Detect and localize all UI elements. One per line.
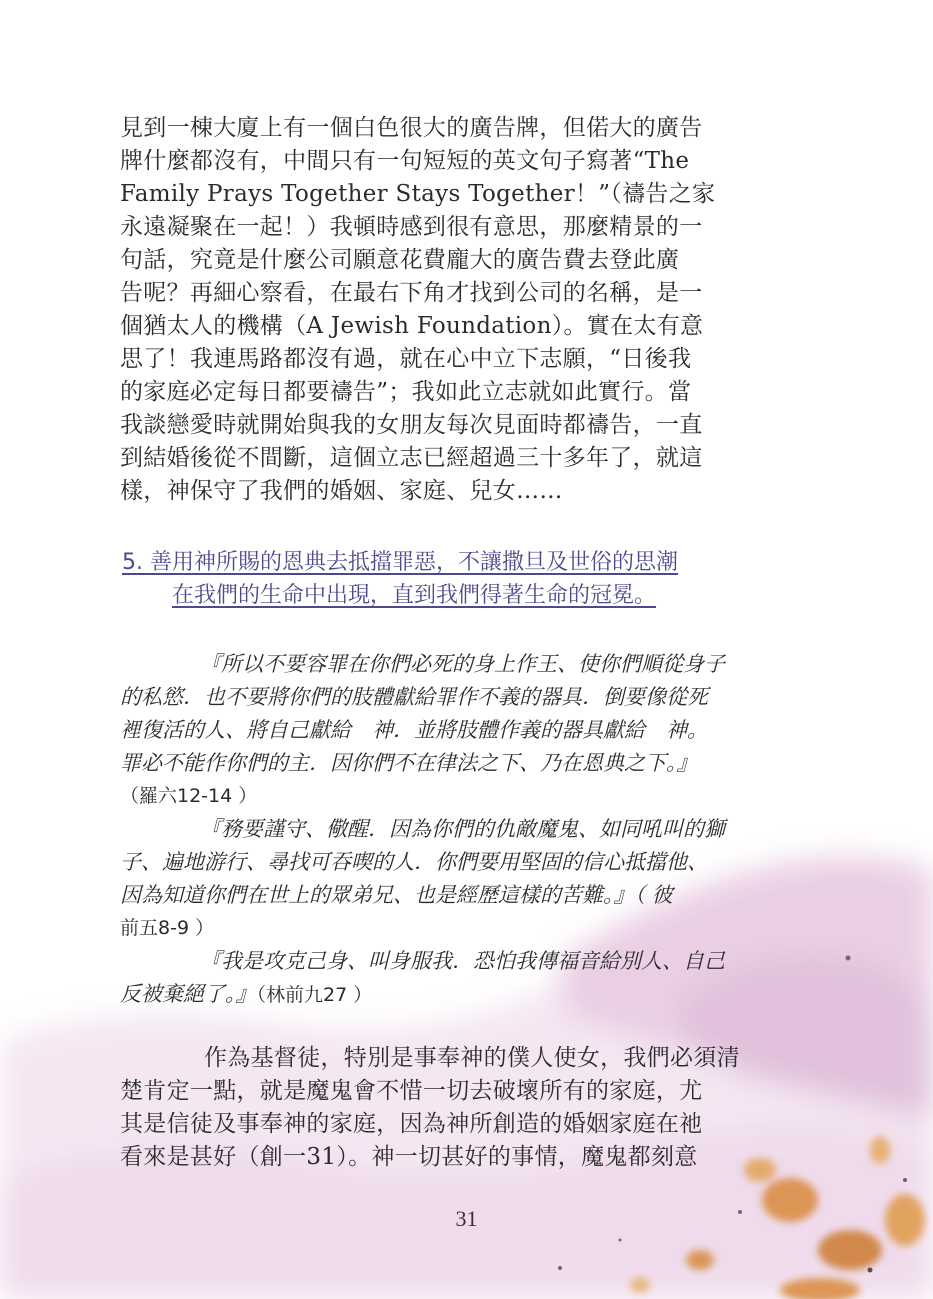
text-line: 作為基督徒，特別是事奉神的僕人使女，我們必須清: [204, 1045, 740, 1071]
quote-line: 裡復活的人、將自己獻給 神．並將肢體作義的器具獻給 神。: [120, 718, 708, 742]
scripture-quotes: [120, 648, 820, 1012]
paragraph-intro: [120, 112, 810, 508]
quote-line: 的私慾．也不要將你們的肢體獻給罪作不義的器具．倒要像從死: [120, 685, 708, 709]
text-line: 我談戀愛時就開始與我的女朋友每次見面時都禱告，一直: [120, 412, 703, 438]
quote-line: 『務要謹守、儆醒．因為你們的仇敵魔鬼、如同吼叫的獅: [200, 817, 725, 841]
quote-reference: （林前九27 ）: [256, 984, 373, 1006]
text-line: 句話，究竟是什麼公司願意花費龐大的廣告費去登此廣: [120, 247, 680, 273]
text-line: 牌什麼都沒有，中間只有一句短短的英文句子寫著“The: [120, 148, 690, 174]
quote-line: 罪必不能作你們的主．因你們不在律法之下、乃在恩典之下。』: [120, 751, 698, 775]
text-line: 看來是甚好（創一31）。神一切甚好的事情，魔鬼都刻意: [120, 1144, 698, 1170]
section-heading: [122, 546, 822, 612]
text-line: 告呢？再細心察看，在最右下角才找到公司的名稱，是一: [120, 280, 703, 306]
text-line: 楚肯定一點，就是魔鬼會不惜一切去破壞所有的家庭，尤: [120, 1078, 703, 1104]
text-line: 思了！我連馬路都沒有過，就在心中立下志願，“日後我: [120, 346, 692, 372]
quote-line: 因為知道你們在世上的眾弟兄、也是經歷這樣的苦難。』（ 彼: [120, 883, 673, 907]
paragraph-conclusion: [120, 1042, 810, 1174]
quote-line: 反被棄絕了。』: [120, 982, 257, 1006]
page-number: 31: [455, 1206, 478, 1231]
text-line: Family Prays Together Stays Together！”（禱告之家: [120, 181, 716, 207]
heading-line: 在我們的生命中出現，直到我們得著生命的冠冕。: [172, 583, 657, 608]
heading-line: 5. 善用神所賜的恩典去抵擋罪惡，不讓撒旦及世俗的思潮: [122, 550, 678, 575]
scripture-quote-romans: [120, 648, 820, 813]
text-line: 個猶太人的機構（A Jewish Foundation）。實在太有意: [120, 313, 704, 339]
text-line: 樣，神保守了我們的婚姻、家庭、兒女……: [120, 478, 563, 504]
quote-line: 『我是攻克己身、叫身服我．恐怕我傳福音給別人、自己: [200, 949, 725, 973]
quote-reference: 前五8-9 ）: [120, 917, 215, 939]
text-line: 的家庭必定每日都要禱告”；我如此立志就如此實行。當: [120, 379, 692, 405]
text-line: 永遠凝聚在一起！）我頓時感到很有意思，那麼精景的一: [120, 214, 703, 240]
text-line: 見到一棟大廈上有一個白色很大的廣告牌，但偌大的廣告: [120, 115, 703, 141]
quote-line-with-ref: [120, 978, 820, 1012]
quote-reference: （羅六12-14 ）: [120, 785, 258, 807]
text-line: 其是信徒及事奉神的家庭，因為神所創造的婚姻家庭在祂: [120, 1111, 703, 1137]
quote-line: 『所以不要容罪在你們必死的身上作王、使你們順從身子: [200, 652, 725, 676]
scripture-quote-corinthians: [120, 945, 820, 1012]
text-line: 到結婚後從不間斷，這個立志已經超過三十多年了，就這: [120, 445, 703, 471]
scripture-quote-peter: [120, 813, 820, 945]
quote-line: 子、遍地游行、尋找可吞喫的人．你們要用堅固的信心抵擋他、: [120, 850, 708, 874]
